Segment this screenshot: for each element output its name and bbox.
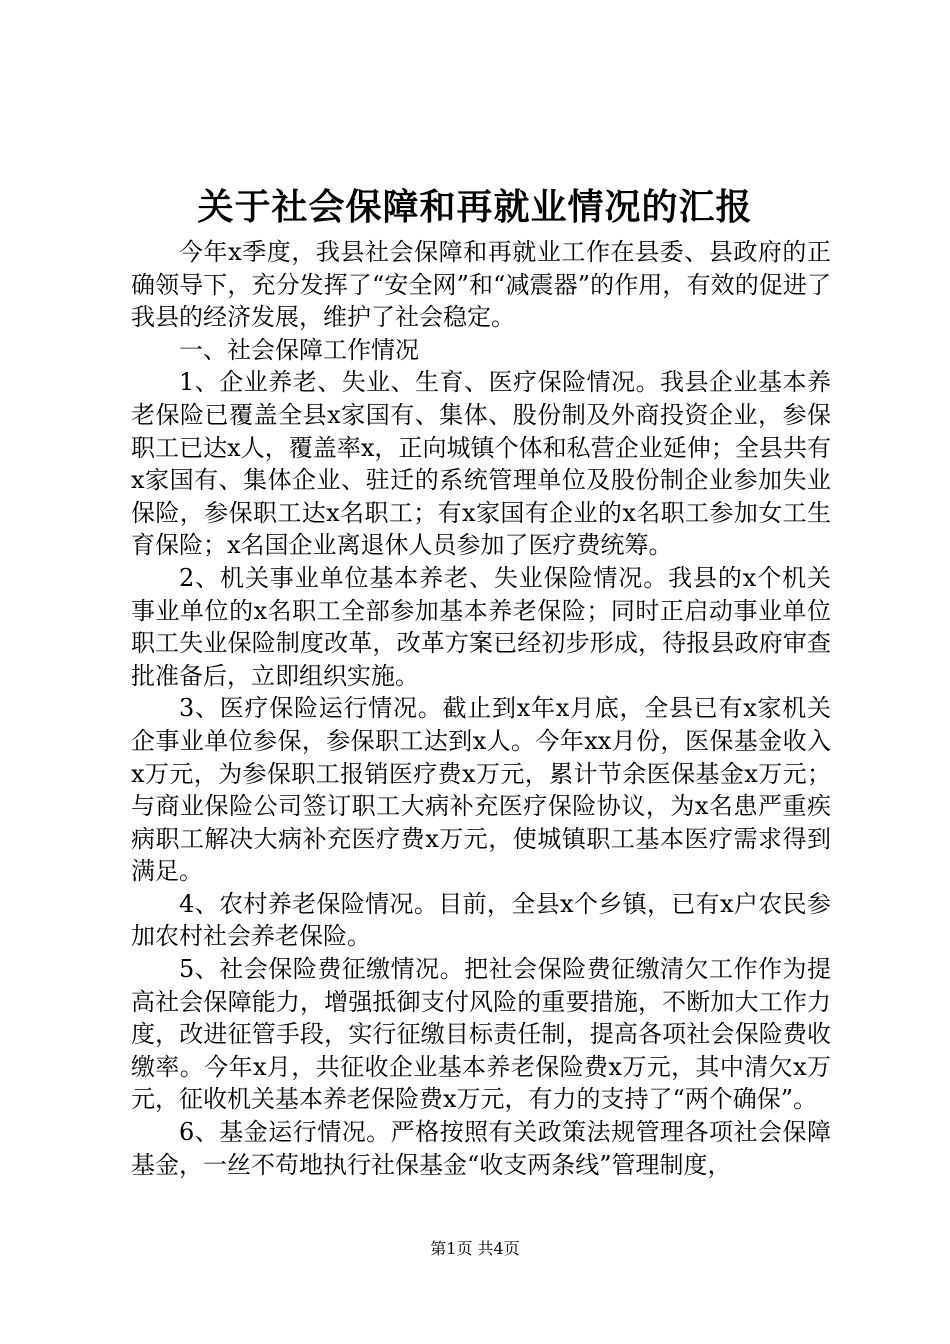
section-heading: 一、社会保障工作情况 [179,335,419,364]
paragraph-item-2: 2、机关事业单位基本养老、失业保险情况。我县的x个机关事业单位的x名职工全部参加基本养老保险；同时正启动事业单位职工失业保险制度改革，改革方案已经初步形成，待报县政府审查批准备后，立即组织实施。 [131,563,831,690]
paragraph-item-3: 3、医疗保险运行情况。截止到x年x月底，全县已有x家机关企事业单位参保，参保职工达到x人。今年xx月份，医保基金收入x万元，为参保职工报销医疗费x万元，累计节余医保基金x万元；与商业保险公司签订职工大病补充医疗保险协议，为x名患严重疾病职工解决大病补充医疗费x万元，使城镇职工基本医疗需求得到满足。 [131,694,831,886]
document-body [131,236,831,1181]
paragraph-item-6: 6、基金运行情况。严格按照有关政策法规管理各项社会保障基金，一丝不苟地执行社保基金“收支两条线”管理制度， [131,1118,831,1179]
paragraph-item-5: 5、社会保险费征缴情况。把社会保险费征缴清欠工作作为提高社会保障能力，增强抵御支付风险的重要措施，不断加大工作力度，改进征管手段，实行征缴目标责任制，提高各项社会保险费收缴率。今年x月，共征收企业基本养老保险费x万元，其中清欠x万元，征收机关基本养老保险费x万元，有力的支持了“两个确保”。 [131,955,831,1114]
page-number-footer: 第1页 共4页 [430,1239,520,1258]
document-title: 关于社会保障和再就业情况的汇报 [197,186,753,228]
paragraph-item-4: 4、农村养老保险情况。目前，全县x个乡镇，已有x户农民参加农村社会养老保险。 [131,889,831,951]
paragraph-item-1: 1、企业养老、失业、生育、医疗保险情况。我县企业基本养老保险已覆盖全县x家国有、集体、股份制及外商投资企业，参保职工已达x人，覆盖率x，正向城镇个体和私营企业延伸；全县共有x家国有、集体企业、驻迁的系统管理单位及股份制企业参加失业保险，参保职工达x名职工；有x家国有企业的x名职工参加女工生育保险；x名国企业离退休人员参加了医疗费统筹。 [131,368,831,560]
paragraph-intro: 今年x季度，我县社会保障和再就业工作在县委、县政府的正确领导下，充分发挥了“安全网”和“减震器”的作用，有效的促进了我县的经济发展，维护了社会稳定。 [131,238,831,332]
